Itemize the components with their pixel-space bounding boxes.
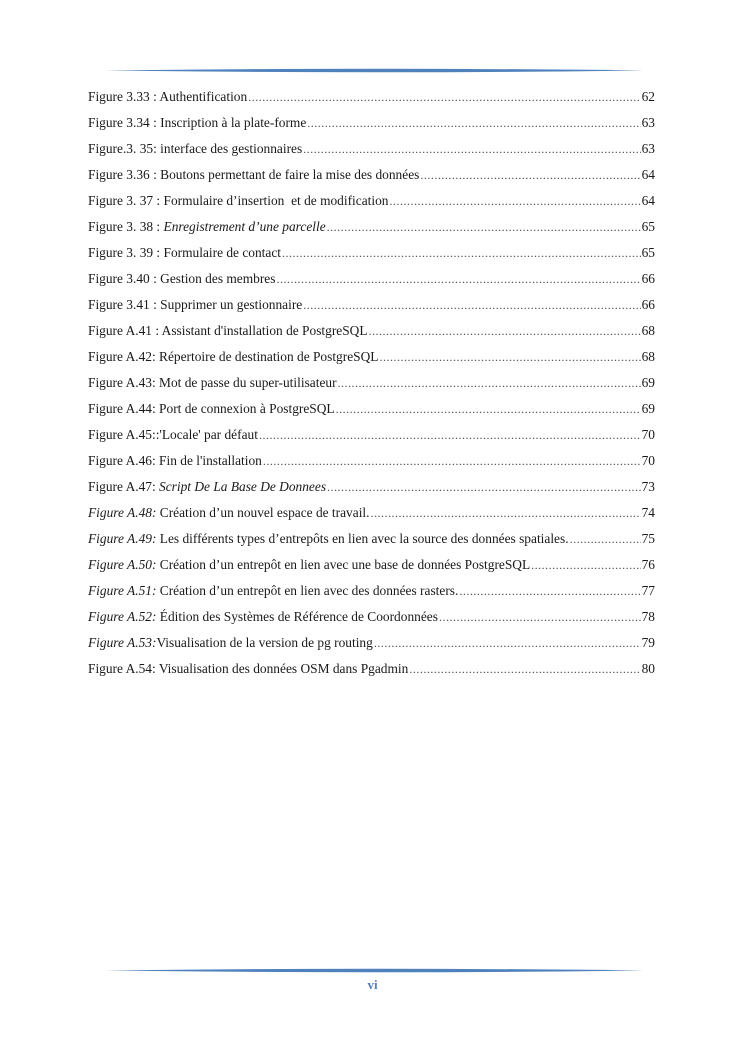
toc-entry[interactable] <box>88 633 655 659</box>
toc-entry[interactable] <box>88 581 655 607</box>
toc-entry-text <box>88 399 335 419</box>
figure-label: Figure A.52: <box>88 609 160 624</box>
figure-title: interface des gestionnaires <box>160 141 303 156</box>
figure-label: Figure A.46: <box>88 453 160 468</box>
page-number: vi <box>367 977 378 992</box>
toc-entry[interactable] <box>88 555 655 581</box>
figure-title: Visualisation des données OSM dans Pgadmin <box>158 661 409 676</box>
figure-label: Figure A.43: <box>88 375 160 390</box>
dot-leader <box>263 451 641 469</box>
figure-title: Création d’un entrepôt en lien avec des données rasters. <box>159 583 459 598</box>
figure-label: Figure A.49: <box>88 531 160 546</box>
toc-entry[interactable] <box>88 113 655 139</box>
toc-page-number: 77 <box>641 583 655 598</box>
dot-leader <box>371 503 641 521</box>
toc-entry-text <box>88 347 378 367</box>
dot-leader <box>307 113 640 131</box>
dot-leader <box>390 191 641 209</box>
figure-title: Gestion des membres <box>160 271 276 286</box>
toc-entry-text <box>88 139 302 159</box>
toc-entry-text <box>88 217 326 237</box>
figure-label: Figure 3.36 : <box>88 167 161 182</box>
figure-label: Figure A.50: <box>88 557 160 572</box>
toc-entry-text <box>88 425 258 445</box>
toc-entry[interactable] <box>88 243 655 269</box>
dot-leader <box>379 347 640 365</box>
toc-entry[interactable] <box>88 399 655 425</box>
toc-entry[interactable] <box>88 477 655 503</box>
toc-page-number: 78 <box>641 609 655 624</box>
toc-entry-text <box>88 659 408 679</box>
toc-page-number: 79 <box>641 635 655 650</box>
figure-title: Formulaire de contact <box>163 245 282 260</box>
toc-entry-text <box>88 165 419 185</box>
header-rule <box>104 68 644 73</box>
dot-leader <box>420 165 640 183</box>
figure-label: Figure A.44: <box>88 401 160 416</box>
toc-page-number: 65 <box>641 245 655 260</box>
dot-leader <box>336 399 641 417</box>
toc-entry[interactable] <box>88 295 655 321</box>
figure-title: Répertoire de destination de PostgreSQL <box>159 349 379 364</box>
dot-leader <box>282 243 641 261</box>
toc-page-number: 73 <box>641 479 655 494</box>
toc-entry[interactable] <box>88 165 655 191</box>
dot-leader <box>338 373 641 391</box>
toc-entry-text <box>88 581 458 601</box>
toc-entry-text <box>88 87 247 107</box>
toc-page-number: 68 <box>641 349 655 364</box>
toc-page-number: 65 <box>641 219 655 234</box>
list-of-figures <box>88 87 655 685</box>
toc-page-number: 66 <box>641 297 655 312</box>
toc-page-number: 75 <box>641 531 655 546</box>
toc-entry[interactable] <box>88 425 655 451</box>
toc-page-number: 69 <box>641 401 655 416</box>
figure-label: Figure A.47: <box>88 479 160 494</box>
toc-page-number: 62 <box>641 89 655 104</box>
figure-label: Figure A.53: <box>88 635 157 650</box>
figure-title: Les différents types d’entrepôts en lien avec la source des données spatiales. <box>159 531 569 546</box>
toc-entry[interactable] <box>88 191 655 217</box>
dot-leader <box>374 633 641 651</box>
toc-entry-text <box>88 503 370 523</box>
figure-title: Création d’un nouvel espace de travail. <box>159 505 370 520</box>
toc-entry-text <box>88 555 530 575</box>
toc-entry-text <box>88 243 281 263</box>
figure-label: Figure A.45:: <box>88 427 160 442</box>
figure-label: Figure A.51: <box>88 583 160 598</box>
dot-leader <box>570 529 641 547</box>
figure-label: Figure 3. 39 : <box>88 245 164 260</box>
figure-title: Enregistrement d’une parcelle <box>163 219 326 234</box>
toc-entry-text <box>88 269 275 289</box>
dot-leader <box>409 659 640 677</box>
toc-entry-text <box>88 113 306 133</box>
figure-title: Formulaire d’insertion et de modification <box>163 193 389 208</box>
figure-title: Visualisation de la version de pg routing <box>156 635 373 650</box>
figure-title: Port de connexion à PostgreSQL <box>159 401 335 416</box>
toc-entry-text <box>88 191 389 211</box>
figure-title: Création d’un entrepôt en lien avec une base de données PostgreSQL <box>159 557 531 572</box>
figure-title: Assistant d'installation de PostgreSQL <box>161 323 368 338</box>
toc-page-number: 64 <box>641 167 655 182</box>
figure-title: 'Locale' par défaut <box>159 427 258 442</box>
toc-entry[interactable] <box>88 503 655 529</box>
toc-entry[interactable] <box>88 87 655 113</box>
toc-entry[interactable] <box>88 373 655 399</box>
toc-page-number: 66 <box>641 271 655 286</box>
toc-entry[interactable] <box>88 529 655 555</box>
footer-rule <box>104 968 644 973</box>
toc-page-number: 64 <box>641 193 655 208</box>
toc-entry[interactable] <box>88 269 655 295</box>
figure-title: Boutons permettant de faire la mise des données <box>160 167 420 182</box>
dot-leader <box>303 295 640 313</box>
toc-entry-text <box>88 451 262 471</box>
figure-label: Figure A.54: <box>88 661 159 676</box>
figure-title: Inscription à la plate-forme <box>160 115 307 130</box>
toc-entry-text <box>88 373 337 393</box>
toc-entry[interactable] <box>88 451 655 477</box>
toc-entry[interactable] <box>88 347 655 373</box>
figure-label: Figure A.42: <box>88 349 160 364</box>
figure-title: Supprimer un gestionnaire <box>160 297 303 312</box>
dot-leader <box>259 425 641 443</box>
figure-title: Authentification <box>159 89 248 104</box>
dot-leader <box>369 321 641 339</box>
figure-label: Figure.3. 35: <box>88 141 161 156</box>
toc-entry-text <box>88 295 302 315</box>
figure-title: Édition des Systèmes de Référence de Coordonnées <box>159 609 438 624</box>
figure-title: Script De La Base De Donnees <box>159 479 327 494</box>
figure-label: Figure 3.41 : <box>88 297 161 312</box>
toc-entry[interactable] <box>88 607 655 633</box>
dot-leader <box>303 139 640 157</box>
toc-entry-text <box>88 607 438 627</box>
toc-entry-text <box>88 633 373 653</box>
toc-page-number: 80 <box>641 661 655 676</box>
toc-page-number: 74 <box>641 505 655 520</box>
toc-page-number: 68 <box>641 323 655 338</box>
toc-entry-text <box>88 477 326 497</box>
toc-entry[interactable] <box>88 139 655 165</box>
toc-page-number: 70 <box>641 453 655 468</box>
toc-entry[interactable] <box>88 659 655 685</box>
toc-entry-text <box>88 529 569 549</box>
figure-label: Figure 3.33 : <box>88 89 160 104</box>
dot-leader <box>248 87 640 105</box>
toc-page-number: 63 <box>641 141 655 156</box>
dot-leader <box>327 217 641 235</box>
dot-leader <box>439 607 641 625</box>
figure-label: Figure 3. 38 : <box>88 219 164 234</box>
toc-page-number: 76 <box>641 557 655 572</box>
figure-label: Figure A.41 : <box>88 323 162 338</box>
toc-entry-text <box>88 321 368 341</box>
dot-leader <box>276 269 640 287</box>
toc-page-number: 63 <box>641 115 655 130</box>
figure-title: Fin de l'installation <box>159 453 262 468</box>
figure-label: Figure 3.34 : <box>88 115 161 130</box>
dot-leader <box>327 477 641 495</box>
dot-leader <box>531 555 640 573</box>
figure-label: Figure 3.40 : <box>88 271 161 286</box>
toc-page-number: 70 <box>641 427 655 442</box>
toc-page-number: 69 <box>641 375 655 390</box>
figure-label: Figure 3. 37 : <box>88 193 164 208</box>
dot-leader <box>459 581 640 599</box>
toc-entry[interactable] <box>88 217 655 243</box>
toc-entry[interactable] <box>88 321 655 347</box>
figure-title: Mot de passe du super-utilisateur <box>159 375 337 390</box>
figure-label: Figure A.48: <box>88 505 160 520</box>
